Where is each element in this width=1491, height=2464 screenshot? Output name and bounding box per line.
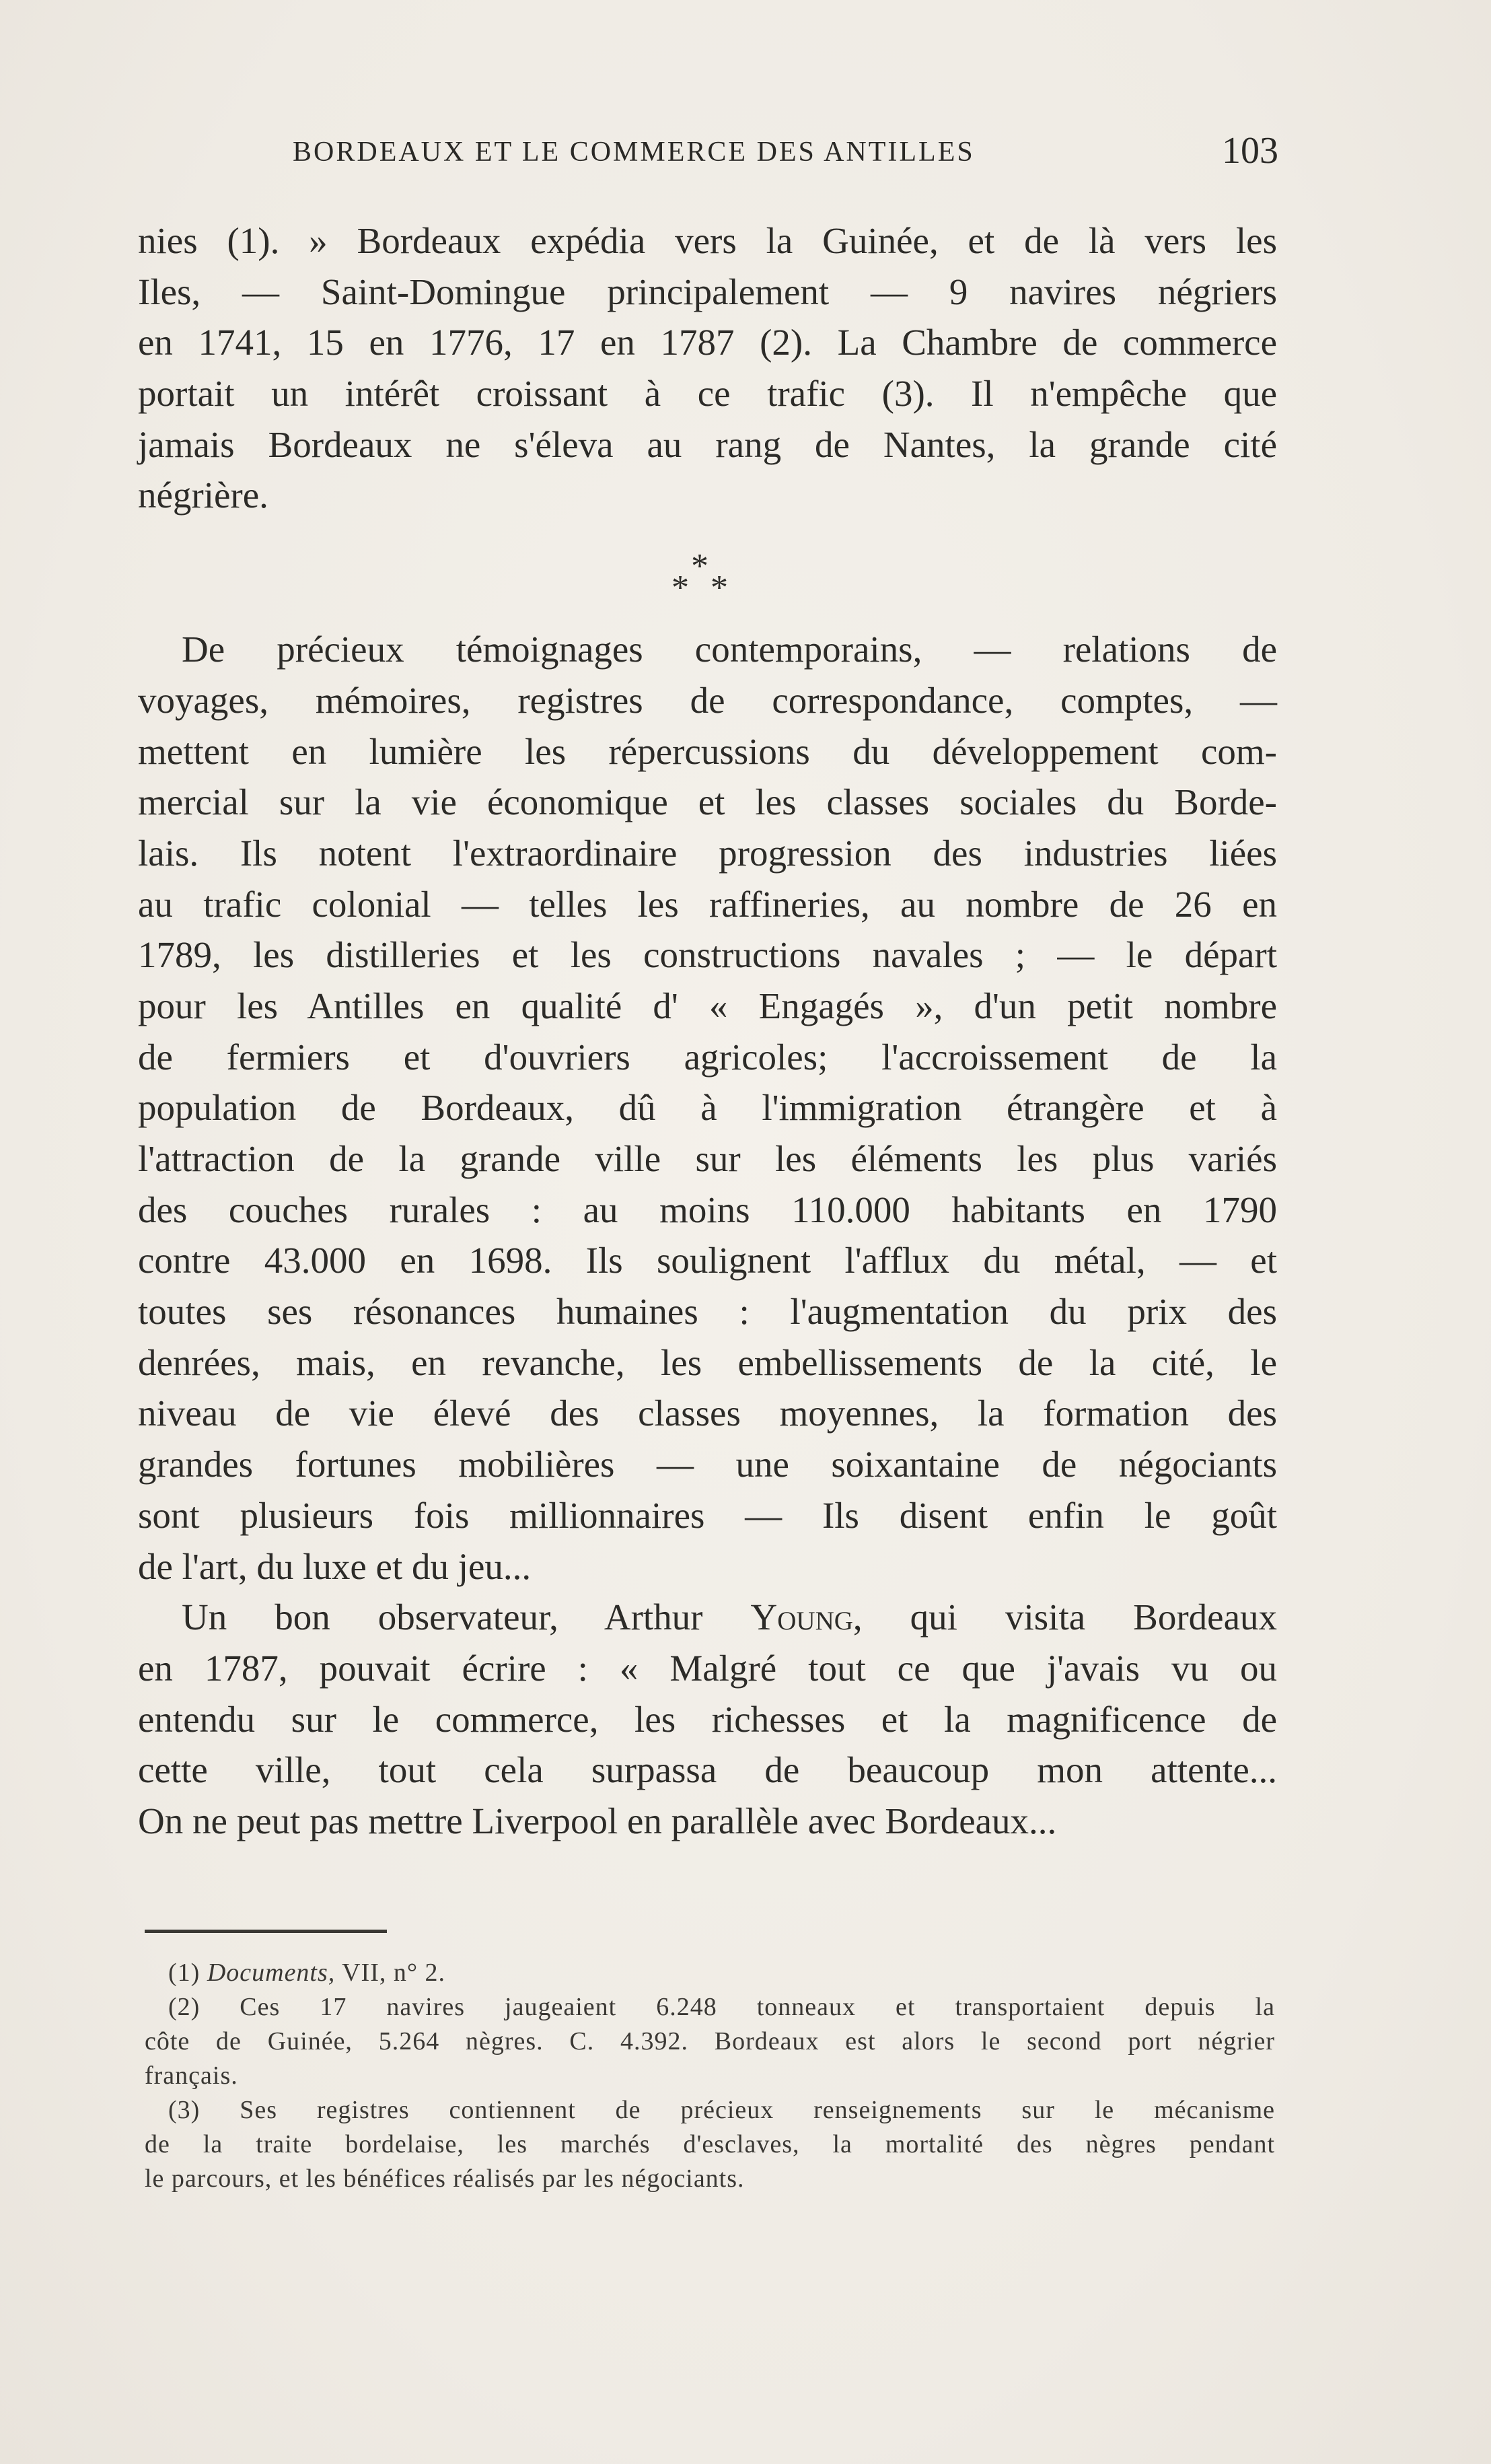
- footnote-2-line: (2) Ces 17 navires jaugeaient 6.248 tonneaux et transportaient depuis la: [168, 1993, 1275, 2021]
- text-line: nies (1). » Bordeaux expédia vers la Guinée, et de là vers les: [138, 220, 1277, 261]
- text-line: 1789, les distilleries et les constructions navales ; — le départ: [138, 934, 1277, 976]
- text-line: pour les Antilles en qualité d' « Engagés », d'un petit nombre: [138, 985, 1277, 1026]
- text-line: entendu sur le commerce, les richesses et la magnificence de: [138, 1698, 1277, 1740]
- text-line: toutes ses résonances humaines : l'augmentation du prix des: [138, 1291, 1277, 1333]
- text-line: lais. Ils notent l'extraordinaire progression des industries liées: [138, 832, 1277, 874]
- footnote-text: VII, n° 2.: [342, 1959, 446, 1987]
- text-line: l'attraction de la grande ville sur les éléments les plus variés: [138, 1138, 1277, 1179]
- text-line: De précieux témoignages contemporains, — relations de: [182, 629, 1277, 670]
- text-line: de fermiers et d'ouvriers agricoles; l'accroissement de la: [138, 1036, 1277, 1078]
- footnotes: [145, 1956, 1275, 2196]
- paragraph-3: [138, 1592, 1277, 1846]
- text-line: niveau de vie élevé des classes moyennes, la formation des: [138, 1393, 1277, 1434]
- text-line: mercial sur la vie économique et les classes sociales du Borde-: [138, 781, 1277, 823]
- text-segment: Un bon observateur, Arthur: [182, 1596, 751, 1638]
- text-line: mettent en lumière les répercussions du développement com-: [138, 730, 1277, 772]
- asterisk: *: [711, 569, 728, 607]
- asterisk: *: [671, 569, 689, 607]
- footnote-3-line: le parcours, et les bénéfices réalisés par les négociants.: [145, 2164, 745, 2193]
- footnote-number: (1): [168, 1959, 201, 1987]
- text-line: négrière.: [138, 474, 268, 516]
- text-line: denrées, mais, en revanche, les embellissements de la cité, le: [138, 1341, 1277, 1383]
- footnote-source: Documents,: [207, 1959, 336, 1987]
- page-header: [289, 129, 1278, 176]
- text-line: jamais Bordeaux ne s'éleva au rang de Nantes, la grande cité: [138, 423, 1277, 465]
- footnote-3-line: de la traite bordelaise, les marchés d'esclaves, la mortalité des nègres pendant: [145, 2130, 1275, 2158]
- body-text: [138, 215, 1277, 1847]
- text-line: en 1741, 15 en 1776, 17 en 1787 (2). La Chambre de commerce: [138, 322, 1277, 363]
- footnote-3-line: (3) Ses registres contiennent de précieux renseignements sur le mécanisme: [168, 2096, 1275, 2124]
- text-line: voyages, mémoires, registres de correspondance, comptes, —: [138, 679, 1277, 721]
- text-line: en 1787, pouvait écrire : « Malgré tout ce que j'avais vu ou: [138, 1647, 1277, 1689]
- text-line: population de Bordeaux, dû à l'immigration étrangère et à: [138, 1087, 1277, 1129]
- text-line: des couches rurales : au moins 110.000 habitants en 1790: [138, 1189, 1277, 1230]
- asterisk: *: [691, 547, 708, 586]
- text-line: [138, 1592, 1277, 1643]
- text-line: grandes fortunes mobilières — une soixantaine de négociants: [138, 1444, 1277, 1485]
- paragraph-2: [138, 624, 1277, 1592]
- asterism: [666, 547, 733, 607]
- text-line: On ne peut pas mettre Liverpool en parallèle avec Bordeaux...: [138, 1800, 1057, 1841]
- page-number: 103: [1222, 130, 1278, 172]
- author-name: Young: [750, 1596, 853, 1638]
- text-line: contre 43.000 en 1698. Ils soulignent l'afflux du métal, — et: [138, 1240, 1277, 1281]
- paragraph-1: [138, 215, 1277, 521]
- text-line: de l'art, du luxe et du jeu...: [138, 1545, 532, 1587]
- text-line: au trafic colonial — telles les raffineries, au nombre de 26 en: [138, 883, 1277, 925]
- text-line: portait un intérêt croissant à ce trafic (3). Il n'empêche que: [138, 373, 1277, 415]
- footnote-2-line: côte de Guinée, 5.264 nègres. C. 4.392. Bordeaux est alors le second port négrier: [145, 2027, 1275, 2055]
- text-line: sont plusieurs fois millionnaires — Ils disent enfin le goût: [138, 1494, 1277, 1536]
- text-line: Iles, — Saint-Domingue principalement — 9 navires négriers: [138, 271, 1277, 312]
- footnote-1: [145, 1956, 1275, 1990]
- running-title: BORDEAUX ET LE COMMERCE DES ANTILLES: [293, 137, 975, 168]
- footnote-2-line: français.: [145, 2062, 238, 2090]
- footnote-rule: [145, 1930, 387, 1933]
- text-line: cette ville, tout cela surpassa de beaucoup mon attente...: [138, 1749, 1277, 1791]
- text-segment: , qui visita Bordeaux: [852, 1596, 1277, 1638]
